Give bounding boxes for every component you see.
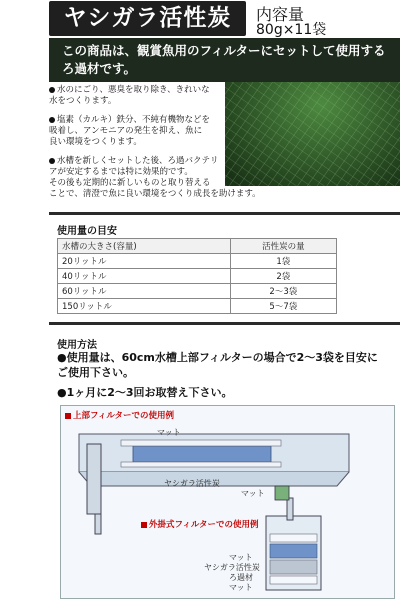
mat-layer bbox=[121, 462, 281, 467]
stack-label: ヤシガラ活性炭 bbox=[204, 563, 260, 572]
feature-item bbox=[49, 156, 279, 200]
usage-guide-heading: 使用量の目安 bbox=[57, 226, 117, 237]
filter-usage-diagram bbox=[60, 405, 395, 599]
feature-text: 水のにごり、悪臭を取り除き、きれいな 水をつくります。 bbox=[49, 85, 210, 106]
usage-method-heading: 使用方法 bbox=[57, 340, 97, 351]
tank-size-cell: 40リットル bbox=[58, 269, 231, 284]
section-divider bbox=[49, 322, 400, 325]
feature-item bbox=[49, 115, 279, 148]
amount-cell: 1袋 bbox=[230, 254, 336, 269]
pump-pipe bbox=[87, 444, 101, 514]
table-row bbox=[58, 254, 337, 269]
column-header: 活性炭の量 bbox=[230, 239, 336, 254]
mat-layer bbox=[121, 440, 281, 446]
bullet-dot-icon bbox=[49, 117, 55, 123]
feature-text: 塩素（カルキ）鉄分、不純有機物などを 吸着し、アンモニアの発生を抑え、魚に 良い環境をつくります。 bbox=[49, 115, 211, 147]
stack-label: ろ過材 bbox=[229, 573, 253, 582]
mat-label: マット bbox=[157, 428, 181, 437]
feature-list bbox=[49, 85, 279, 208]
capacity-value: 80g×11袋 bbox=[256, 22, 327, 38]
usage-table bbox=[57, 238, 337, 314]
stack-label: マット bbox=[229, 553, 253, 562]
tank-size-cell: 20リットル bbox=[58, 254, 231, 269]
usage-method-line: ●使用量は、60cm水槽上部フィルターの場合で2〜3袋を目安に bbox=[57, 351, 378, 364]
header bbox=[0, 0, 400, 38]
feature-item bbox=[49, 85, 279, 107]
red-square-icon bbox=[141, 522, 147, 528]
bullet-dot-icon bbox=[49, 158, 55, 164]
tank-size-cell: 150リットル bbox=[58, 299, 231, 314]
stack-label: マット bbox=[229, 583, 253, 592]
table-row bbox=[58, 284, 337, 299]
usage-method-line: ●1ヶ月に2〜3回お取替え下さい。 bbox=[57, 386, 233, 399]
lead-text: この商品は、観賞魚用のフィルターにセットして使用するろ過材です。 bbox=[62, 43, 386, 76]
table-row bbox=[58, 269, 337, 284]
charcoal-bag bbox=[133, 446, 271, 462]
usage-method-line: ご使用下さい。 bbox=[57, 366, 134, 379]
table-row bbox=[58, 299, 337, 314]
top-filter-title-text: 上部フィルターでの使用例 bbox=[73, 411, 174, 421]
tank-size-cell: 60リットル bbox=[58, 284, 231, 299]
external-filter-title bbox=[141, 518, 258, 530]
product-title: ヤシガラ活性炭 bbox=[63, 5, 232, 31]
amount-cell: 2〜3袋 bbox=[230, 284, 336, 299]
external-filter-title-text: 外掛式フィルターでの使用例 bbox=[149, 520, 259, 530]
charcoal-label: ヤシガラ活性炭 bbox=[164, 479, 220, 488]
product-title-box bbox=[49, 1, 246, 36]
bullet-dot-icon bbox=[49, 87, 55, 93]
section-divider bbox=[49, 212, 400, 215]
feature-text: 水槽を新しくセットした後、ろ過バクテリ アが安定するまでは特に効果的です。 その後も定期的に新しいものと取り替える ことで、清澄で魚に良い環境をつくり成長を助けます。 bbox=[49, 156, 261, 199]
mat-label-small: マット bbox=[241, 489, 265, 498]
amount-cell: 2袋 bbox=[230, 269, 336, 284]
amount-cell: 5〜7袋 bbox=[230, 299, 336, 314]
column-header: 水槽の大きさ(容量) bbox=[58, 239, 231, 254]
capacity-label: 内容量 bbox=[256, 5, 305, 24]
table-header-row bbox=[58, 239, 337, 254]
